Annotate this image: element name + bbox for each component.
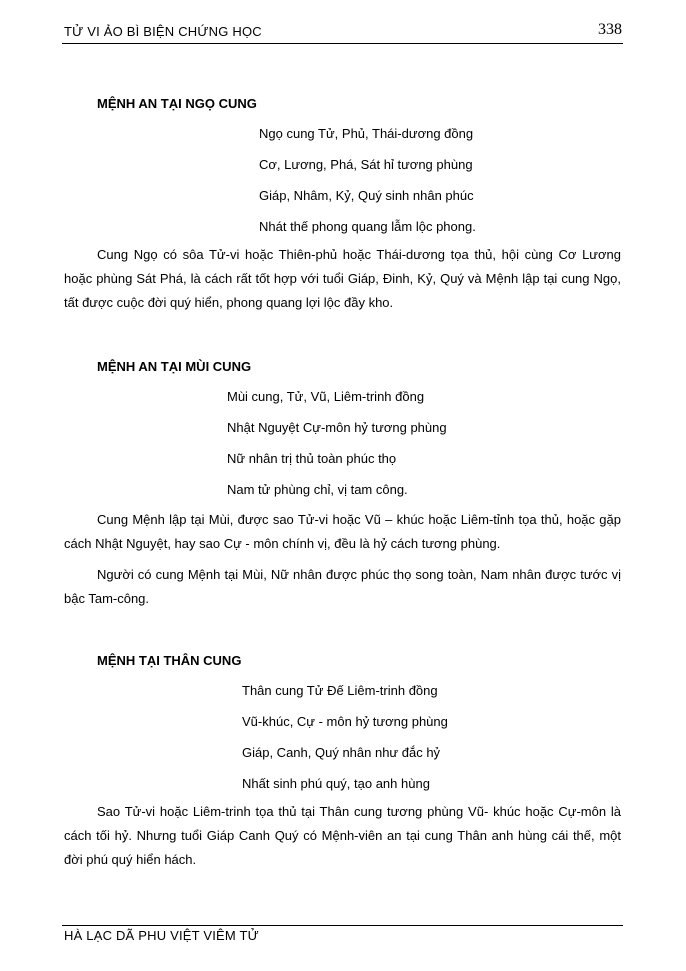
verse-line: Cơ, Lương, Phá, Sát hỉ tương phùng xyxy=(259,157,473,172)
body-paragraph: Người có cung Mệnh tại Mùi, Nữ nhân được phúc thọ song toàn, Nam nhân được tước vị bậc Tam-công. xyxy=(64,567,621,606)
verse-line: Thân cung Tử Đế Liêm-trinh đồng xyxy=(242,683,438,698)
body-paragraph: Cung Mệnh lập tại Mùi, được sao Tử-vi hoặc Vũ – khúc hoặc Liêm-tỉnh tọa thủ, hoặc gặp cách Nhật Nguyệt, hay sao Cự - môn chính vị, đều là hỷ cách tương phùng. xyxy=(64,512,621,551)
verse-line: Mùi cung, Tử, Vũ, Liêm-trinh đồng xyxy=(227,389,425,404)
header-rule xyxy=(62,43,623,44)
footer-rule xyxy=(62,925,623,926)
body-paragraph: Sao Tử-vi hoặc Liêm-trinh tọa thủ tại Thân cung tương phùng Vũ- khúc hoặc Cự-môn là cách tối hỷ. Nhưng tuổi Giáp Canh Quý có Mệnh-viên an tại cung Thân anh hùng cái thế, một đời phú quý hiển hách. xyxy=(64,804,621,867)
verse-line: Giáp, Canh, Quý nhân như đắc hỷ xyxy=(242,745,441,760)
verse-line: Giáp, Nhâm, Kỷ, Quý sinh nhân phúc xyxy=(259,188,474,203)
running-header-title: TỬ VI ẢO BÌ BIỆN CHỨNG HỌC xyxy=(64,24,262,39)
verse-line: Nhát thế phong quang lẫm lộc phong. xyxy=(259,219,476,234)
verse-line: Nhất sinh phú quý, tạo anh hùng xyxy=(242,776,430,791)
verse-line: Nam tử phùng chỉ, vị tam công. xyxy=(227,482,408,497)
section-title-ngo: MỆNH AN TẠI NGỌ CUNG xyxy=(97,96,257,111)
running-footer: HÀ LẠC DÃ PHU VIỆT VIÊM TỬ xyxy=(64,928,259,943)
verse-line: Nữ nhân trị thủ toàn phúc thọ xyxy=(227,451,397,466)
section-title-than: MỆNH TẠI THÂN CUNG xyxy=(97,653,242,668)
verse-line: Nhật Nguyệt Cự-môn hỷ tương phùng xyxy=(227,420,447,435)
verse-line: Vũ-khúc, Cự - môn hỷ tương phùng xyxy=(242,714,448,729)
verse-line: Ngọ cung Tử, Phủ, Thái-dương đồng xyxy=(259,126,474,141)
page-number: 338 xyxy=(598,21,622,38)
body-paragraph: Cung Ngọ có sôa Tử-vi hoặc Thiên-phủ hoặc Thái-dương tọa thủ, hội cùng Cơ Lương hoặc phùng Sát Phá, là cách rất tốt hợp với tuổi Giáp, Đinh, Kỷ, Quý và Mệnh lập tại cung Ngọ, tất được cuộc đời quý hiển, phong quang lợi lộc đầy kho. xyxy=(64,247,621,310)
section-title-mui: MỆNH AN TẠI MÙI CUNG xyxy=(97,359,252,374)
